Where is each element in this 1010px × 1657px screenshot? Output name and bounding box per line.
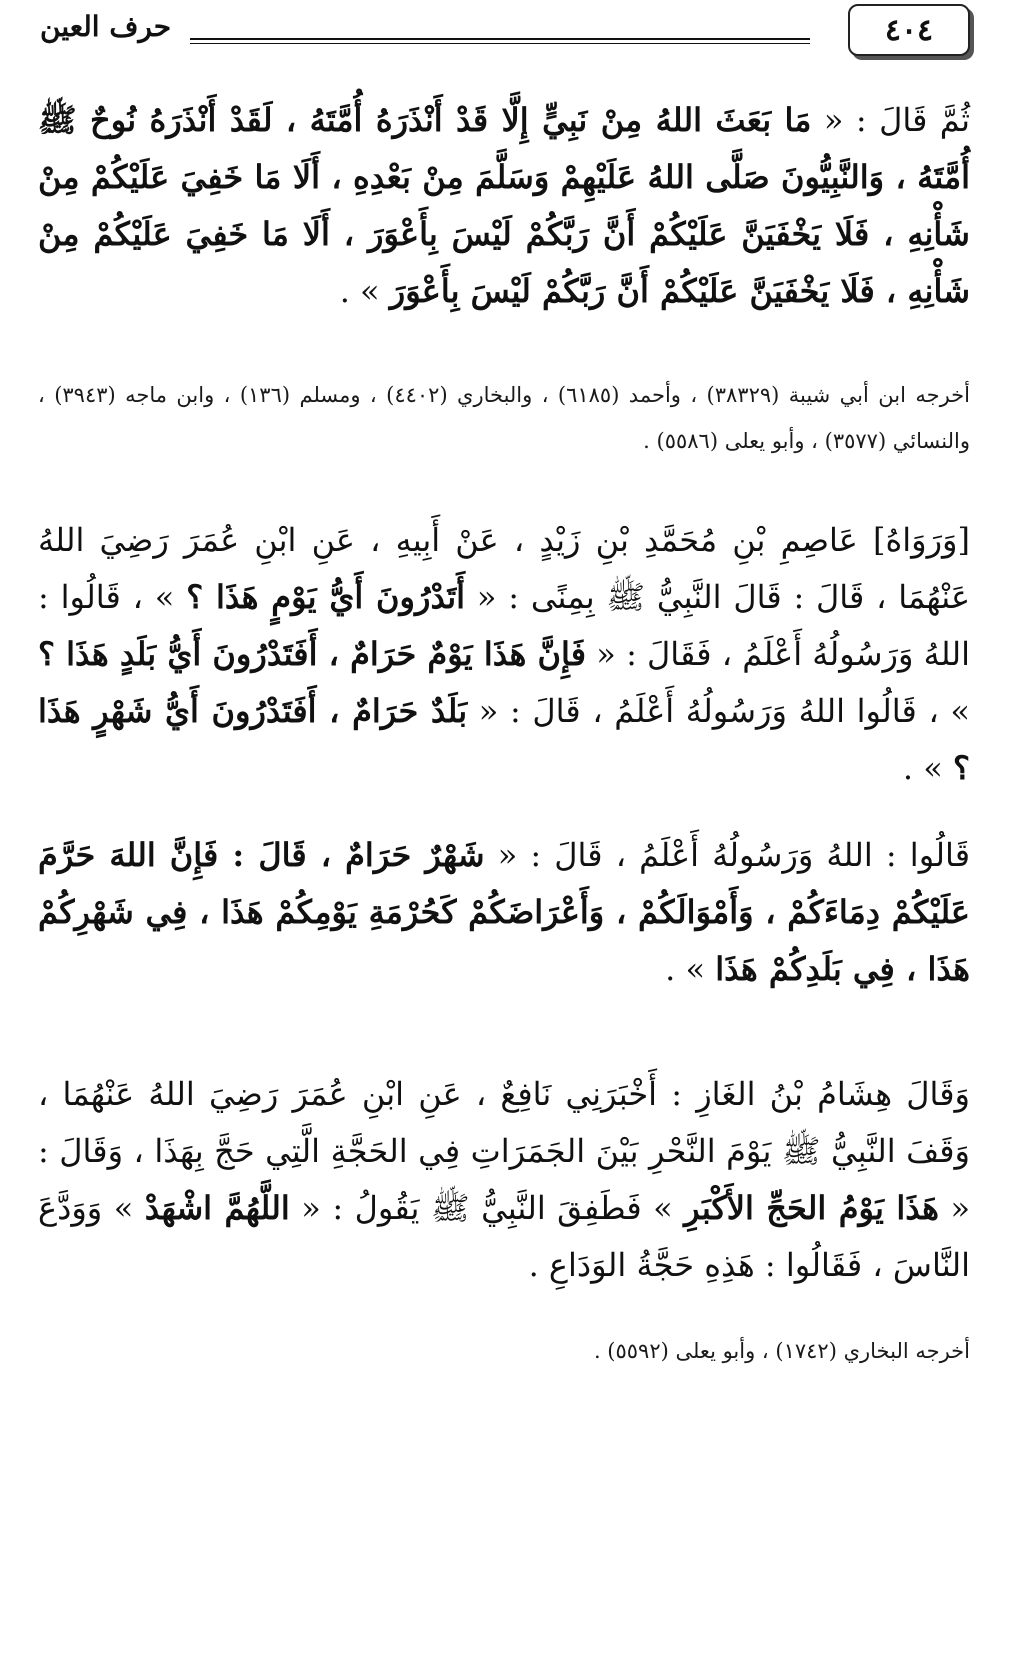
narration-text: » .: [665, 950, 706, 988]
prophetic-quote: شَهْرٌ حَرَامٌ ، قَالَ : فَإِنَّ اللهَ حَرَّمَ عَلَيْكُمْ دِمَاءَكُمْ ، وَأَمْوَالَكُمْ ، وَأَعْرَاضَكُمْ كَحُرْمَةِ يَوْمِكُمْ هَذَا ، فِي شَهْرِكُمْ هَذَا ، فِي بَلَدِكُمْ هَذَا: [38, 836, 970, 988]
footnote-takhrij-1: أخرجه ابن أبي شيبة (٣٨٣٢٩) ، وأحمد (٦١٨٥) ، والبخاري (٤٤٠٢) ، ومسلم (١٣٦) ، وابن ماجه (٣٩٤٣) ، والنسائي (٣٥٧٧) ، وأبو يعلى (٥٥٨٦) .: [38, 383, 970, 453]
prophetic-quote: فَإِنَّ هَذَا يَوْمٌ حَرَامٌ ، أَفَتَدْرُونَ أَيُّ بَلَدٍ هَذَا ؟: [38, 635, 587, 673]
narration-text: » فَطَفِقَ النَّبِيُّ ﷺ يَقُولُ : «: [301, 1189, 673, 1227]
narration-text: [وَرَوَاهُ] عَاصِمِ بْنِ مُحَمَّدِ بْنِ زَيْدٍ ، عَنْ أَبِيهِ ، عَنِ ابْنِ عُمَرَ رَضِيَ اللهُ عَنْهُمَا ، قَالَ : قَالَ النَّبِيُّ ﷺ بِمِنًى : «: [38, 521, 971, 616]
hadith-paragraph-3: [38, 827, 970, 998]
narration-text: » .: [339, 272, 380, 310]
hadith-paragraph-4: [38, 1066, 970, 1294]
header-rule-thin: [190, 43, 810, 44]
narration-text: » ، قَالُوا : اللهُ وَرَسُولُهُ أَعْلَمُ ، فَقَالَ : «: [38, 578, 971, 673]
prophetic-quote: اللَّهُمَّ اشْهَدْ: [144, 1189, 290, 1227]
narration-text: وَقَالَ هِشَامُ بْنُ الغَازِ : أَخْبَرَنِي نَافِعٌ ، عَنِ ابْنِ عُمَرَ رَضِيَ اللهُ عَنْهُمَا ، وَقَفَ النَّبِيُّ ﷺ يَوْمَ النَّحْرِ بَيْنَ الجَمَرَاتِ فِي الحَجَّةِ الَّتِي حَجَّ بِهَذَا ، وَقَالَ : «: [38, 1075, 971, 1227]
narration-text: قَالُوا : اللهُ وَرَسُولُهُ أَعْلَمُ ، قَالَ : «: [497, 836, 971, 874]
narration-text: ثُمَّ قَالَ : «: [823, 101, 971, 139]
hadith-paragraph-1: [38, 92, 970, 320]
prophetic-quote: أَتَدْرُونَ أَيُّ يَوْمٍ هَذَا ؟: [186, 578, 466, 616]
page-header: [0, 0, 1010, 70]
prophetic-quote: هَذَا يَوْمُ الحَجِّ الأَكْبَرِ: [684, 1189, 939, 1227]
narration-text: » ، قَالُوا اللهُ وَرَسُولُهُ أَعْلَمُ ، قَالَ : «: [478, 692, 971, 730]
hadith-paragraph-2: [38, 512, 970, 797]
prophetic-quote: مَا بَعَثَ اللهُ مِنْ نَبِيٍّ إِلَّا قَدْ أَنْذَرَهُ أُمَّتَهُ ، لَقَدْ أَنْذَرَهُ نُوحٌ ﷺ أُمَّتَهُ ، وَالنَّبِيُّونَ صَلَّى اللهُ عَلَيْهِمْ وَسَلَّمَ مِنْ بَعْدِهِ ، أَلَا مَا خَفِيَ عَلَيْكُمْ مِنْ شَأْنِهِ ، فَلَا يَخْفَيَنَّ عَلَيْكُمْ أَنَّ رَبَّكُمْ لَيْسَ بِأَعْوَرَ ، أَلَا مَا خَفِيَ عَلَيْكُمْ مِنْ شَأْنِهِ ، فَلَا يَخْفَيَنَّ عَلَيْكُمْ أَنَّ رَبَّكُمْ لَيْسَ بِأَعْوَرَ: [38, 101, 970, 310]
prophetic-quote: بَلَدٌ حَرَامٌ ، أَفَتَدْرُونَ أَيُّ شَهْرٍ هَذَا ؟: [38, 692, 970, 787]
narration-text: » وَوَدَّعَ النَّاسَ ، فَقَالُوا : هَذِهِ حَجَّةُ الوَدَاعِ .: [38, 1189, 970, 1284]
footnote-takhrij-2: أخرجه البخاري (١٧٤٢) ، وأبو يعلى (٥٥٩٢) .: [593, 1339, 970, 1363]
running-title: حرف العين: [40, 10, 172, 43]
page-number: ٤٠٤: [848, 4, 970, 56]
narration-text: » .: [902, 749, 943, 787]
header-rule: [190, 38, 810, 40]
